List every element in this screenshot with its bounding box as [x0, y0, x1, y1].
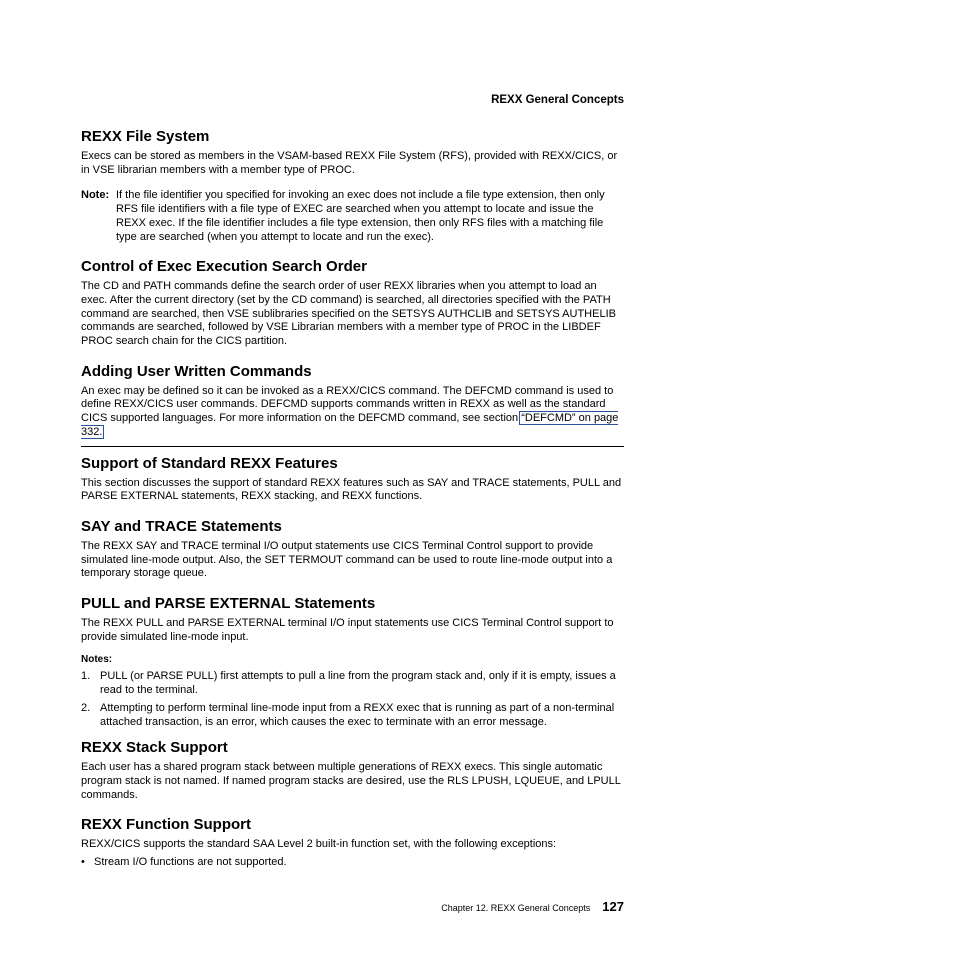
paragraph-functions: REXX/CICS supports the standard SAA Level 2 built-in function set, with the following exceptions: [81, 838, 557, 851]
heading-search-order: Control of Exec Execution Search Order [81, 258, 367, 276]
defcmd-cross-reference-link[interactable]: “DEFCMD” on page 332. [81, 412, 619, 438]
list-number: 2. [81, 701, 91, 714]
paragraph-standard-features: This section discusses the support of standard REXX features such as SAY and TRACE statements, PULL and PARSE EXTERNAL statements, REXX stacking, and REXX functions. [81, 476, 622, 503]
page-content [81, 128, 624, 884]
section-rexx-file-system [81, 128, 624, 244]
section-stack [81, 739, 624, 802]
list-number: 1. [81, 670, 91, 683]
note-label: Note: [81, 189, 110, 202]
heading-user-commands: Adding User Written Commands [81, 362, 312, 380]
list-text: Stream I/O functions are not supported. [94, 856, 287, 869]
section-divider [81, 446, 624, 447]
section-user-commands [81, 363, 624, 440]
bullet-list [81, 856, 624, 870]
notes-label: Notes: [81, 654, 113, 666]
list-item [81, 856, 624, 870]
heading-stack: REXX Stack Support [81, 739, 228, 757]
bullet-icon: • [81, 856, 85, 869]
heading-say-trace: SAY and TRACE Statements [81, 517, 282, 535]
note-text: If the file identifier you specified for invoking an exec does not include a file type extension, then only RFS file identifiers with a file type of EXEC are searched when you attempt to locate and issue the REXX exec. If the file identifier includes a file type extension, then only RFS files with a matching file type are searched (when you attempt to locate and run the exec). [116, 189, 605, 243]
section-say-trace [81, 518, 624, 581]
heading-functions: REXX Function Support [81, 816, 251, 834]
paragraph-rfs: Execs can be stored as members in the VSAM-based REXX File System (RFS), provided with REXX/CICS, or in VSE librarian members with a member type of PROC. [81, 150, 618, 176]
document-page [81, 0, 624, 954]
notes-list [81, 670, 624, 729]
paragraph-stack: Each user has a shared program stack between multiple generations of REXX execs. This single automatic program stack is not named. If named program stacks are desired, use the RLS LPUSH, LQUEUE, and LPULL commands. [81, 761, 621, 801]
section-pull-parse [81, 595, 624, 729]
heading-pull-parse: PULL and PARSE EXTERNAL Statements [81, 595, 376, 613]
heading-standard-features: Support of Standard REXX Features [81, 454, 338, 472]
section-standard-features [81, 455, 624, 504]
paragraph-user-commands [81, 385, 624, 440]
section-functions [81, 816, 624, 869]
paragraph-search-order: The CD and PATH commands define the search order of user REXX libraries when you attempt to load an exec. After the current directory (set by the CD command) is searched, all directories specified with the PATH command are searched, then VSE sublibraries specified on the SETSYS AUTHCLIB and SETSYS AUTHELIB commands are searched, followed by VSE Librarian members with a member type of PROC in the LIBDEF PROC search chain for the CICS partition. [81, 280, 616, 348]
heading-rexx-file-system: REXX File System [81, 128, 210, 145]
list-text: Attempting to perform terminal line-mode input from a REXX exec that is running as part of a non-terminal attached transaction, is an error, which causes the exec to terminate with an error message. [100, 701, 615, 728]
footer-chapter: Chapter 12. REXX General Concepts [441, 903, 591, 913]
section-search-order [81, 258, 624, 349]
running-head: REXX General Concepts [491, 94, 624, 106]
paragraph-pull-parse: The REXX PULL and PARSE EXTERNAL terminal I/O input statements use CICS Terminal Control support to provide simulated line-mode input. [81, 617, 614, 643]
list-item [81, 702, 624, 729]
list-item [81, 670, 624, 697]
list-text: PULL (or PARSE PULL) first attempts to pull a line from the program stack and, only if it is empty, issues a read to the terminal. [100, 670, 616, 697]
page-footer [441, 899, 624, 914]
paragraph-say-trace: The REXX SAY and TRACE terminal I/O output statements use CICS Terminal Control support to provide simulated line-mode output. Also, the SET TERMOUT command can be used to route line-mode output into a temporary storage queue. [81, 539, 613, 580]
page-number: 127 [602, 899, 624, 914]
paragraph-user-commands-text: An exec may be defined so it can be invoked as a REXX/CICS command. The DEFCMD command is used to define REXX/CICS user commands. DEFCMD supports commands written in REXX as well as the standard CICS supported languages. For more information on the DEFCMD command, see section [81, 384, 614, 425]
note-block [81, 189, 624, 244]
